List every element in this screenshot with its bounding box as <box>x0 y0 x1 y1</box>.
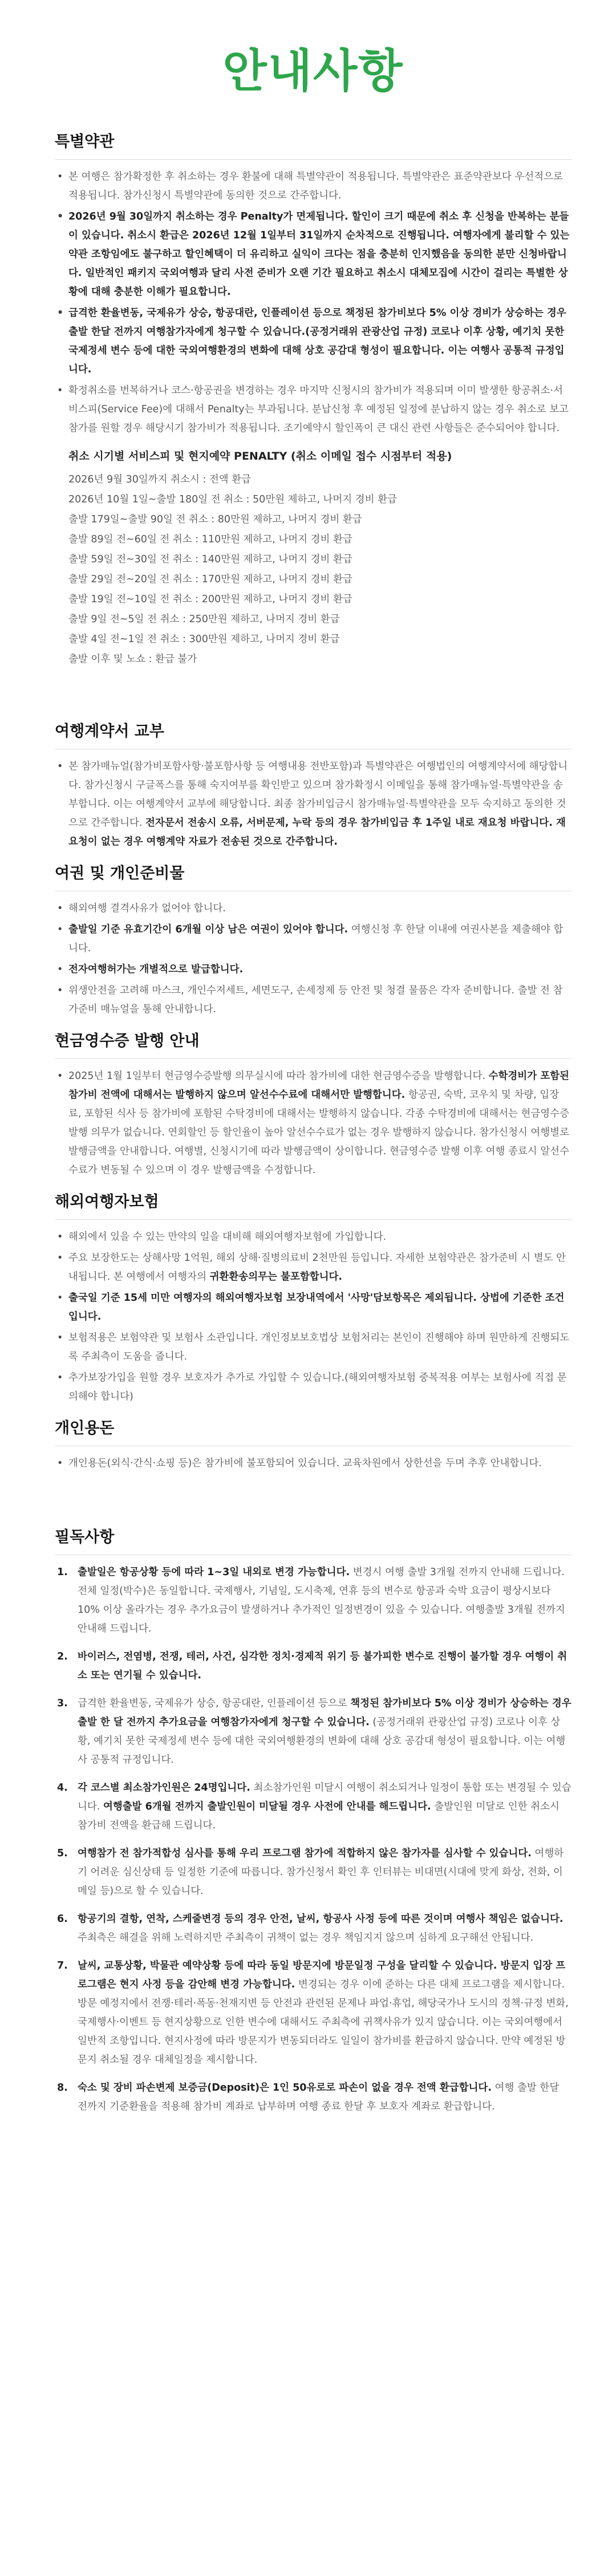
divider <box>55 1219 572 1220</box>
fee-row: 출발 이후 및 노쇼 : 환급 불가 <box>68 654 197 665</box>
fee-row: 출발 59일 전~30일 전 취소 : 140만원 제하고, 나머지 경비 환급 <box>68 554 352 565</box>
list-item: • 개인용돈(외식·간식·쇼핑 등)은 참가비에 불포함되어 있습니다. 교육차원에서 상한선을 두며 추후 안내합니다. <box>55 1454 572 1473</box>
allowance-section <box>55 1415 572 1473</box>
fee-row: 2026년 9월 30일까지 취소시 : 전액 환급 <box>68 474 252 485</box>
notices-section <box>55 1524 572 2116</box>
page-title: 안내사항 <box>222 44 404 98</box>
insurance-section <box>55 1189 572 1406</box>
passport-section <box>55 861 572 1019</box>
fee-row: 2026년 10월 1일~출발 180일 전 취소 : 50만원 제하고, 나머지 경비 환급 <box>68 494 397 505</box>
receipt-section <box>55 1028 572 1180</box>
receipt-heading: 현금영수증 발행 안내 <box>55 1032 200 1050</box>
list-item: • 본 참가매뉴얼(참가비포함사항·불포함사항 등 여행내용 전반포함)과 특별약관은 여행법인의 여행계약서에 해당합니다. 참가신청시 구글폭스를 통해 숙지여부를 확인받고 있으며 참가확정시 이메일을 통해 참가매뉴얼·특별약관을 송부합니다. 이는 여행계약서 교부에 해당합니다. 최종 참가비입금시 참가매뉴얼·특별약관을 모두 숙지하고 동의한 것으로 간주합니다. 전자문서 전송시 오류, 서버문제, 누락 등의 경우 참가비입금 후 1주일 내로 재요청 바랍니다. 재요청이 없는 경우 여행계약 자료가 전송된 것으로 간주합니다. <box>55 757 572 851</box>
notices-heading: 필독사항 <box>55 1528 115 1546</box>
fee-row: 출발 89일 전~60일 전 취소 : 110만원 제하고, 나머지 경비 환급 <box>68 534 352 545</box>
special-terms-section <box>55 129 572 670</box>
allowance-heading: 개인용돈 <box>55 1419 115 1437</box>
special-terms-heading: 특별약관 <box>55 133 115 151</box>
list-item: 5. 여행참가 전 참가적합성 심사를 통해 우리 프로그램 참가에 적합하지 않은 참가자를 심사할 수 있습니다. 여행하기 어려운 심신상태 등 일정한 기준에 따릅니다. 참가신청서 확인 후 인터뷰는 비대면(시대에 맞게 화상, 전화, 이메일 등)으로 할 수 있습니다. <box>57 1848 564 1897</box>
list-item: 6. 항공기의 결항, 연착, 스케줄변경 등의 경우 안전, 날씨, 항공사 사정 등에 따른 것이며 여행사 책임은 없습니다. 주최측은 해결을 위해 노력하지만 주최측이 귀책이 없는 경우 책임지지 않으며 심하게 요구해선 안됩니다. <box>57 1913 564 1944</box>
passport-heading: 여권 및 개인준비물 <box>55 865 185 882</box>
list-item: • 추가보장가입을 원할 경우 보호자가 추가로 가입할 수 있습니다.(해외여행자보험 중복적용 여부는 보험사에 직접 문의해야 합니다) <box>55 1369 572 1406</box>
list-item: 4. 각 코스별 최소참가인원은 24명입니다. 최소참가인원 미달시 여행이 취소되거나 일정이 통합 또는 변경될 수 있습니다. 여행출발 6개월 전까지 출발인원이 미달될 경우 사전에 안내를 해드립니다. 출발인원 미달로 인한 취소시 참가비 전액을 환급해 드립니다. <box>57 1782 572 1831</box>
special-terms-list <box>55 168 572 438</box>
cancellation-fee-table <box>68 446 572 670</box>
notices-list <box>55 1563 572 2116</box>
list-item: 2. 바이러스, 전염병, 전쟁, 테러, 사건, 심각한 정치·경제적 위기 등 불가피한 변수로 진행이 불가할 경우 여행이 취소 또는 연기될 수 있습니다. <box>57 1651 568 1681</box>
fee-row: 출발 179일~출발 90일 전 취소 : 80만원 제하고, 나머지 경비 환급 <box>68 514 362 525</box>
list-item: • 출국일 기준 15세 미만 여행자의 해외여행자보험 보장내역에서 '사망'담보항목은 제외됩니다. 상법에 기준한 조건입니다. <box>55 1289 572 1326</box>
list-item: 3. 급격한 환율변동, 국제유가 상승, 항공대란, 인플레이션 등으로 책정된 참가비보다 5% 이상 경비가 상승하는 경우 출발 한 달 전까지 추가요금을 여행참가자에게 청구할 수 있습니다. (공정거래위 관광산업 규정) 코로나 이후 상황, 예기치 못한 국제정세 변수 등에 대한 국외여행환경의 변화에 대해 상호 공감대 형성이 필요합니다. 이는 여행사 공통적 규정입니다. <box>57 1698 572 1766</box>
list-item: • 해외여행 결격사유가 없어야 합니다. <box>55 899 572 918</box>
list-item: • 2025년 1월 1일부터 현금영수증발행 의무실시에 따라 참가비에 대한 현금영수증을 발행합니다. 수학경비가 포함된 참가비 전액에 대해서는 발행하지 않으며 알선수수료에 대해서만 발행합니다. 항공권, 숙박, 코우치 및 차량, 입장료, 포함된 식사 등 참가비에 포함된 수탁경비에 대해서는 발행하지 않습니다. 각종 수탁경비에 대해서는 현금영수증 발행 의무가 없습니다. 연회할인 등 할인율이 높아 알선수수료가 없는 경우 발행하지 않습니다. 참가신청시 여행별로 발행금액을 안내합니다. 여행별, 신청시기에 따라 발행금액이 상이합니다. 현금영수증 발행 이후 여행 종료시 알선수수료가 변동될 수 있으며 이 경우 발행금액을 수정합니다. <box>55 1067 572 1180</box>
travel-contract-heading: 여행계약서 교부 <box>55 723 164 740</box>
fee-row: 출발 9일 전~5일 전 취소 : 250만원 제하고, 나머지 경비 환급 <box>68 614 340 625</box>
list-item: 8. 숙소 및 장비 파손변제 보증금(Deposit)은 1인 50유로로 파손이 없을 경우 전액 환급합니다. 여행 출발 한달 전까지 기준환율을 적용해 참가비 계좌로 납부하며 여행 종료 한달 후 보호자 계좌로 환급합니다. <box>57 2082 560 2112</box>
list-item: • 주요 보장한도는 상해사망 1억원, 해외 상해·질병의료비 2천만원 등입니다. 자세한 보험약관은 참가준비 시 별도 안내됩니다. 본 여행에서 여행자의 귀환환송의무는 불포함합니다. <box>55 1249 572 1287</box>
insurance-heading: 해외여행자보험 <box>55 1193 159 1211</box>
travel-contract-section <box>55 719 572 851</box>
divider <box>55 159 572 160</box>
fee-row: 출발 4일 전~1일 전 취소 : 300만원 제하고, 나머지 경비 환급 <box>68 634 340 645</box>
list-item: • 급격한 환율변동, 국제유가 상승, 항공대란, 인플레이션 등으로 책정된 참가비보다 5% 이상 경비가 상승하는 경우 출발 한달 전까지 여행참가자에게 청구할 수 있습니다.(공정거래위 관광산업 규정) 코로나 이후 상황, 예기치 못한 국제정세 변수 등에 대한 국외여행환경의 변화에 대해 상호 공감대 형성이 필요합니다. 이는 여행사 공통적 규정입니다. <box>55 304 572 379</box>
list-item: • 본 여행은 참가확정한 후 취소하는 경우 환불에 대해 특별약관이 적용됩니다. 특별약관은 표준약관보다 우선적으로 적용됩니다. 참가신청시 특별약관에 동의한 것으로 간주합니다. <box>55 168 572 205</box>
list-item: 7. 날씨, 교통상황, 박물관 예약상황 등에 따라 동일 방문지에 방문일정 구성을 달리할 수 있습니다. 방문지 입장 프로그램은 현지 사정 등을 감안해 변경 가능합니다. 변경되는 경우 이에 준하는 다른 대체 프로그램을 제시합니다. 방문 예정지에서 전쟁·테러·폭동·천재지변 등 안전과 관련된 문제나 파업·휴업, 해당국가나 도시의 정책·규정 변화, 국제행사·이벤트 등 현지상황으로 인한 변수에 대해서도 주최측에 귀책사유가 있지 않습니다. 이는 국외여행에서 일반적 조항입니다. 현지사정에 따라 방문지가 변동되더라도 일일이 참가비를 환급하지 않습니다. 만약 예정된 방문지 취소될 경우 대체일정을 제시합니다. <box>57 1960 569 2066</box>
fee-row: 출발 19일 전~10일 전 취소 : 200만원 제하고, 나머지 경비 환급 <box>68 594 352 605</box>
list-item: • 전자여행허가는 개별적으로 발급합니다. <box>55 960 572 979</box>
divider <box>55 1058 572 1059</box>
list-item: • 2026년 9월 30일까지 취소하는 경우 Penalty가 면제됩니다. 할인이 크기 때문에 취소 후 신청을 반복하는 분들이 있습니다. 취소시 환급은 2026년 12월 1일부터 31일까지 순차적으로 진행됩니다. 여행자에게 불리할 수 있는 약관 조항임에도 불구하고 할인혜택이 더 유리하고 실익이 크다는 점을 충분히 인지했음을 동의한 분만 신청바랍니다. 일반적인 패키지 국외여행과 달리 사전 준비가 오랜 기간 필요하고 취소시 대체모집에 시간이 걸리는 특별한 상황에 대해 충분한 이해가 필요합니다. <box>55 208 572 302</box>
fee-row: 출발 29일 전~20일 전 취소 : 170만원 제하고, 나머지 경비 환급 <box>68 574 352 585</box>
cancellation-fee-title: 취소 시기별 서비스피 및 현지예약 PENALTY (취소 이메일 접수 시점부터 적용) <box>68 450 452 463</box>
list-item: • 보험적용은 보험약관 및 보험사 소관입니다. 개인정보보호법상 보험처리는 본인이 진행해야 하며 원만하게 진행되도록 주최측이 도움을 줍니다. <box>55 1329 572 1366</box>
list-item: • 확정취소를 번복하거나 코스·항공권을 변경하는 경우 마지막 신청시의 참가비가 적용되며 이미 발생한 항공취소·서비스피(Service Fee)에 대해서 Penalty는 부과됩니다. 분납신청 후 예정된 일정에 분납하지 않는 경우 취소로 보고 참가를 원할 경우 해당시기 참가비가 적용됩니다. 조기예약시 할인폭이 큰 대신 관련 사항들은 준수되어야 합니다. <box>55 382 572 438</box>
list-item: 1. 출발일은 항공상황 등에 따라 1~3일 내외로 변경 가능합니다. 변경시 여행 출발 3개월 전까지 안내해 드립니다. 전체 일정(박수)은 동일합니다. 국제행사, 기념일, 도시축제, 연휴 등의 변수로 항공과 숙박 요금이 평상시보다 10% 이상 올라가는 경우 추가요금이 발생하거나 추가적인 일정변경이 있을 수 있습니다. 여행출발 3개월 전까지 안내해 드립니다. <box>57 1567 565 1634</box>
list-item: • 출발일 기준 유효기간이 6개월 이상 남은 여권이 있어야 합니다. 여행신청 후 한달 이내에 여권사본을 제출해야 합니다. <box>55 920 572 958</box>
list-item: • 해외에서 있을 수 있는 만약의 일을 대비해 해외여행자보험에 가입합니다. <box>55 1228 572 1247</box>
list-item: • 위생안전을 고려해 마스크, 개인수저세트, 세면도구, 손세정제 등 안전 및 청결 물품은 각자 준비합니다. 출발 전 참가준비 매뉴얼을 통해 안내합니다. <box>55 981 572 1019</box>
